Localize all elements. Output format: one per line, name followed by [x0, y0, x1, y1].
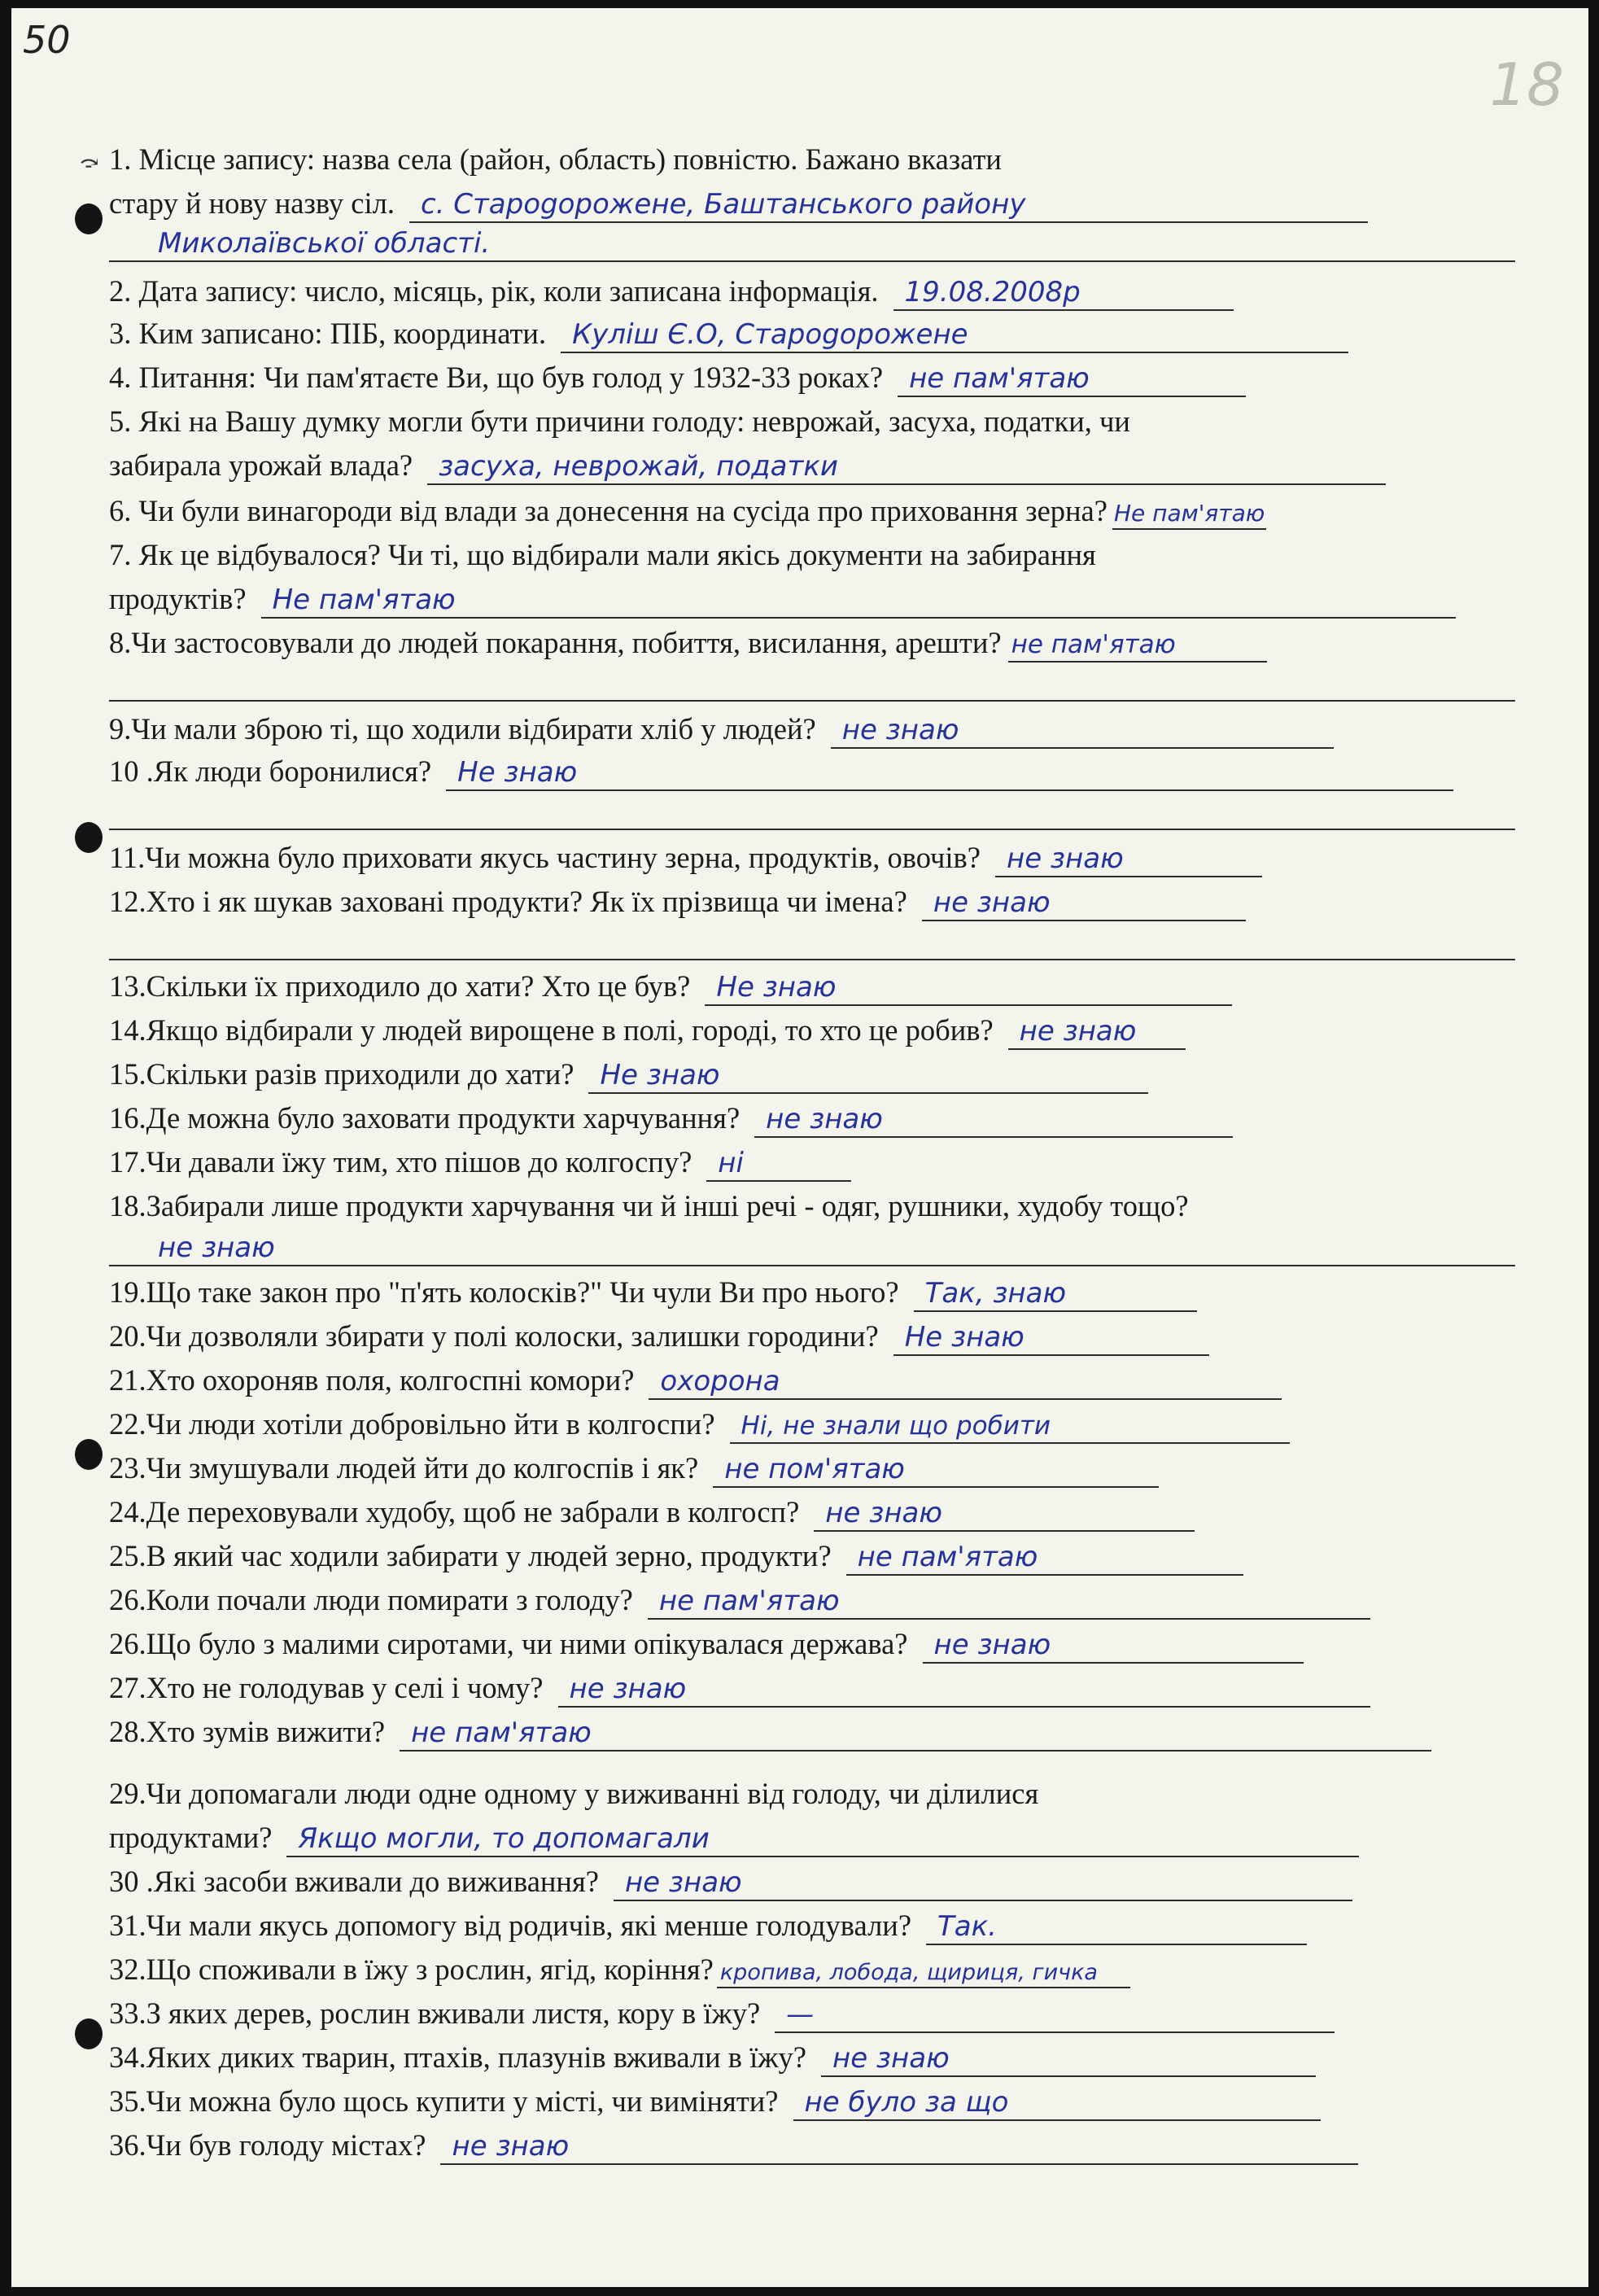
question-line: 18.Забирали лише продукти харчування чи й інші речі - одяг, рушники, худобу тощо? — [109, 1189, 1189, 1222]
answer: не знаю — [440, 2132, 1358, 2165]
question-line: 15.Скільки разів приходили до хати? Не знаю — [109, 1060, 1515, 1094]
answer: не знаю — [754, 1105, 1233, 1138]
question-line: 26.Що було з малими сиротами, чи ними опікувалася держава? не знаю — [109, 1629, 1515, 1664]
question-line: 11.Чи можна було приховати якусь частину зерна, продуктів, овочів? не знаю — [109, 843, 1515, 877]
question-line: продуктами? Якщо могли, то допомагали — [109, 1823, 1515, 1857]
question-line: 8.Чи застосовували до людей покарання, побиття, висилання, арешти? не пам'ятаю — [109, 628, 1515, 702]
answer: Не знаю — [893, 1323, 1209, 1356]
question-line: продуктів? Не пам'ятаю — [109, 584, 1515, 619]
answer: Куліш Є.О, Староgорожене — [561, 321, 1348, 353]
page-number: 50 — [23, 18, 71, 62]
question-line: 12.Хто і як шукав заховані продукти? Як їх прізвища чи імена? не знаю — [109, 887, 1515, 960]
answer: не пам'ятаю — [648, 1587, 1370, 1620]
answer: не пам'ятаю — [1008, 632, 1267, 663]
answer: охорона — [649, 1367, 1282, 1400]
question-line: 5. Які на Вашу думку могли бути причини голоду: неврожай, засуха, податки, чи — [109, 405, 1130, 438]
answer: кропива, лобода, щириця, гичка — [717, 1961, 1130, 1988]
answer: Так. — [926, 1913, 1307, 1945]
answer: не пом'ятаю — [713, 1455, 1159, 1488]
question-line: 21.Хто охороняв поля, колгоспні комори? охорона — [109, 1366, 1515, 1400]
answer: — — [775, 2001, 1335, 2033]
answer: не знаю — [814, 1499, 1195, 1532]
question-line: 31.Чи мали якусь допомогу від родичів, які менше голодували? Так. — [109, 1911, 1515, 1945]
punch-hole — [75, 203, 103, 234]
answer: Не знаю — [588, 1061, 1148, 1094]
answer: не пам'ятаю — [898, 365, 1246, 397]
folio-number: 18 — [1489, 50, 1564, 119]
answer: Не пам'ятаю — [1112, 502, 1266, 530]
answer: не знаю — [821, 2045, 1316, 2077]
question-line: 26.Коли почали люди помирати з голоду? не пам'ятаю — [109, 1585, 1515, 1620]
blank-line — [109, 820, 1515, 830]
question-line: 25.В який час ходили забирати у людей зерно, продукти? не пам'ятаю — [109, 1542, 1515, 1576]
question-line: 10 .Як люди боронилися? Не знаю — [109, 757, 1515, 830]
question-line: 16.Де можна було заховати продукти харчування? не знаю — [109, 1104, 1515, 1138]
question-line: стару й нову назву сіл. с. Староgорожене, Баштанського району — [109, 189, 1515, 223]
answer: 19.08.2008р — [893, 278, 1234, 311]
question-line: 6. Чи були винагороди від влади за донесення на сусіда про приховання зерна? Не пам'ятаю — [109, 496, 1515, 530]
answer: не пам'ятаю — [846, 1543, 1243, 1576]
answer: не знаю — [995, 845, 1262, 877]
question-line: 20.Чи дозволяли збирати у полі колоски, залишки городини? Не знаю — [109, 1322, 1515, 1356]
punch-hole — [75, 1439, 103, 1470]
questionnaire-page — [11, 8, 1588, 2287]
question-line: забирала урожай влада? засуха, неврожай, податки — [109, 451, 1515, 485]
question-line: 17.Чи давали їжу тим, хто пішов до колгоспу? ні — [109, 1148, 1515, 1182]
answer: не пам'ятаю — [400, 1719, 1431, 1752]
arrow-mark-icon: ⤼ — [80, 150, 99, 175]
answer: не знаю — [831, 716, 1334, 749]
question-line — [109, 1231, 1515, 1266]
blank-line — [109, 692, 1515, 702]
question-line: 3. Ким записано: ПІБ, координати. Куліш Є.О, Староgорожене — [109, 319, 1515, 353]
question-line: ⤼ 1. Місце запису: назва села (район, область) повністю. Бажано вказати — [80, 142, 1002, 176]
answer: Так, знаю — [914, 1279, 1197, 1312]
answer: Не знаю — [705, 973, 1232, 1006]
question-line: 27.Хто не голодував у селі і чому? не знаю — [109, 1673, 1515, 1708]
question-line: 34.Яких диких тварин, птахів, плазунів вживали в їжу? не знаю — [109, 2043, 1515, 2077]
question-line: 13.Скільки їх приходило до хати? Хто це був? Не знаю — [109, 972, 1515, 1006]
punch-hole — [75, 2018, 103, 2049]
answer: засуха, неврожай, податки — [427, 453, 1386, 485]
answer: не знаю — [109, 1234, 1515, 1266]
answer: Якщо могли, то допомагали — [286, 1825, 1359, 1857]
question-line — [109, 227, 1515, 262]
answer: не знаю — [922, 889, 1246, 921]
answer: ні — [706, 1149, 851, 1182]
question-line: 4. Питання: Чи пам'ятаєте Ви, що був голод у 1932-33 роках? не пам'ятаю — [109, 363, 1515, 397]
answer: не знаю — [1008, 1017, 1186, 1050]
question-line: 19.Що таке закон про "п'ять колосків?" Чи чули Ви про нього? Так, знаю — [109, 1278, 1515, 1312]
answer: Не пам'ятаю — [261, 586, 1456, 619]
answer: не знаю — [923, 1631, 1304, 1664]
punch-hole — [75, 822, 103, 853]
question-line: 29.Чи допомагали люди одне одному у виживанні від голоду, чи ділилися — [109, 1777, 1039, 1810]
answer: Ні, не знали що робити — [730, 1414, 1290, 1444]
question-line: 22.Чи люди хотіли добровільно йти в колгоспи? Ні, не знали що робити — [109, 1410, 1515, 1444]
answer: с. Староgорожене, Баштанського району — [409, 190, 1368, 223]
answer: Не знаю — [446, 759, 1453, 791]
question-line: 23.Чи змушували людей йти до колгоспів і як? не пом'ятаю — [109, 1454, 1515, 1488]
answer: не було за що — [793, 2088, 1321, 2121]
question-line: 32.Що споживали в їжу з рослин, ягід, коріння? кропива, лобода, щириця, гичка — [109, 1955, 1515, 1988]
blank-line — [109, 951, 1515, 960]
answer: Миколаївської області. — [109, 230, 1515, 262]
question-line: 28.Хто зумів вижити? не пам'ятаю — [109, 1717, 1515, 1752]
answer: не знаю — [558, 1675, 1370, 1708]
question-line: 36.Чи був голоду містах? не знаю — [109, 2131, 1515, 2165]
question-line: 2. Дата запису: число, місяць, рік, коли записана інформація. 19.08.2008р — [109, 277, 1515, 311]
question-line: 24.Де переховували худобу, щоб не забрали в колгосп? не знаю — [109, 1498, 1515, 1532]
question-line: 33.З яких дерев, рослин вживали листя, кору в їжу? — — [109, 1999, 1515, 2033]
answer: не знаю — [614, 1869, 1352, 1901]
question-line: 30 .Які засоби вживали до виживання? не знаю — [109, 1867, 1515, 1901]
question-line: 7. Як це відбувалося? Чи ті, що відбирали мали якісь документи на забирання — [109, 538, 1096, 571]
question-line: 14.Якщо відбирали у людей вирощене в полі, городі, то хто це робив? не знаю — [109, 1016, 1515, 1050]
question-line: 9.Чи мали зброю ті, що ходили відбирати хліб у людей? не знаю — [109, 715, 1515, 749]
question-line: 35.Чи можна було щось купити у місті, чи виміняти? не було за що — [109, 2087, 1515, 2121]
